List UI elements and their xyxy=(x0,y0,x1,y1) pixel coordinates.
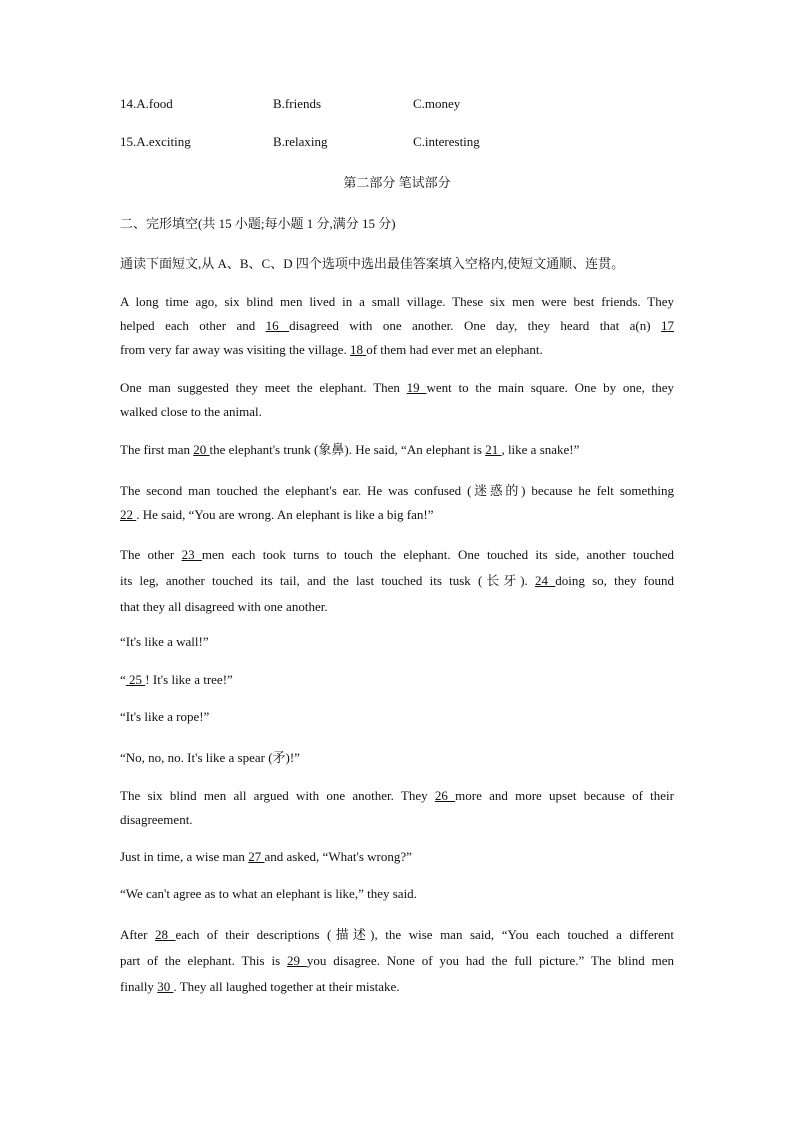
blank-23: 23 xyxy=(181,547,202,562)
paragraph-6 xyxy=(120,784,674,832)
paragraph-5 xyxy=(120,542,674,620)
blank-22: 22 xyxy=(120,507,137,522)
text-line: The other 23 men each took turns to touch the elephant. One touched its side, another touched xyxy=(120,547,675,562)
blank-30: 30 xyxy=(157,979,174,994)
paragraph-4 xyxy=(120,479,674,527)
part-title: 第二部分 笔试部分 xyxy=(343,175,451,190)
paragraph-2 xyxy=(120,376,674,424)
instruction-text: 通读下面短文,从 A、B、C、D 四个选项中选出最佳答案填入空格内,使短文通顺、连贯。 xyxy=(120,256,625,271)
quote-rope: “It's like a rope!” xyxy=(120,709,210,724)
text-line: that they all disagreed with one another. xyxy=(120,599,328,614)
option-c: C.interesting xyxy=(413,134,480,149)
question-number: 14. xyxy=(120,96,137,111)
blank-27: 27 xyxy=(248,849,265,864)
text-line: The first man 20 the elephant's trunk (象鼻). He said, “An elephant is 21 , like a snake!” xyxy=(120,442,580,457)
text-line: The second man touched the elephant's ear. He was confused (迷惑的) because he felt something xyxy=(120,483,674,498)
option-row-14 xyxy=(120,96,680,116)
quote-wall: “It's like a wall!” xyxy=(120,634,209,649)
blank-24: 24 xyxy=(535,573,556,588)
blank-19: 19 xyxy=(406,380,427,395)
text-line: part of the elephant. This is 29 you disagree. None of you had the full picture.” The blind men xyxy=(120,953,674,968)
quote-spear: “No, no, no. It's like a spear (矛)!” xyxy=(120,750,300,765)
section-title: 二、完形填空(共 15 小题;每小题 1 分,满分 15 分) xyxy=(120,216,396,231)
text-line: its leg, another touched its tail, and the last touched its tusk (长牙). 24 doing so, they found xyxy=(120,573,675,588)
quote-tree: “ 25 ! It's like a tree!” xyxy=(120,672,233,687)
blank-26: 26 xyxy=(434,788,456,803)
paragraph-7: Just in time, a wise man 27 and asked, “What's wrong?” xyxy=(120,849,412,864)
text-line: finally 30 . They all laughed together at their mistake. xyxy=(120,979,400,994)
text-line: A long time ago, six blind men lived in a small village. These six men were best friends. They xyxy=(120,294,674,309)
blank-18: 18 xyxy=(349,342,367,357)
option-a: A.food xyxy=(136,96,173,111)
text-line: disagreement. xyxy=(120,812,193,827)
blank-25: 25 xyxy=(125,672,146,687)
option-c: C.money xyxy=(413,96,461,111)
blank-16: 16 xyxy=(265,318,290,333)
blank-21: 21 xyxy=(485,442,502,457)
option-a: A.exciting xyxy=(136,134,191,149)
option-b: B.relaxing xyxy=(273,134,328,149)
question-number: 15. xyxy=(120,134,137,149)
text-line: The six blind men all argued with one another. They 26 more and more upset because of their xyxy=(120,788,674,803)
option-row-15 xyxy=(120,134,680,154)
option-b: B.friends xyxy=(273,96,322,111)
blank-17: 17 xyxy=(661,318,674,333)
text-line: After 28 each of their descriptions (描述), the wise man said, “You each touched a different xyxy=(120,927,674,942)
text-line: from very far away was visiting the village. 18 of them had ever met an elephant. xyxy=(120,342,543,357)
blank-29: 29 xyxy=(287,953,307,968)
blank-20: 20 xyxy=(193,442,210,457)
blank-28: 28 xyxy=(154,927,176,942)
paragraph-3 xyxy=(120,438,674,462)
paragraph-8: “We can't agree as to what an elephant is like,” they said. xyxy=(120,886,417,901)
paragraph-9 xyxy=(120,922,674,1000)
text-line: 22 . He said, “You are wrong. An elephant is like a big fan!” xyxy=(120,507,434,522)
text-line: walked close to the animal. xyxy=(120,404,262,419)
text-line: helped each other and 16 disagreed with one another. One day, they heard that a(n) 17 xyxy=(120,318,674,333)
paragraph-1 xyxy=(120,290,674,362)
text-line: One man suggested they meet the elephant. Then 19 went to the main square. One by one, they xyxy=(120,380,674,395)
